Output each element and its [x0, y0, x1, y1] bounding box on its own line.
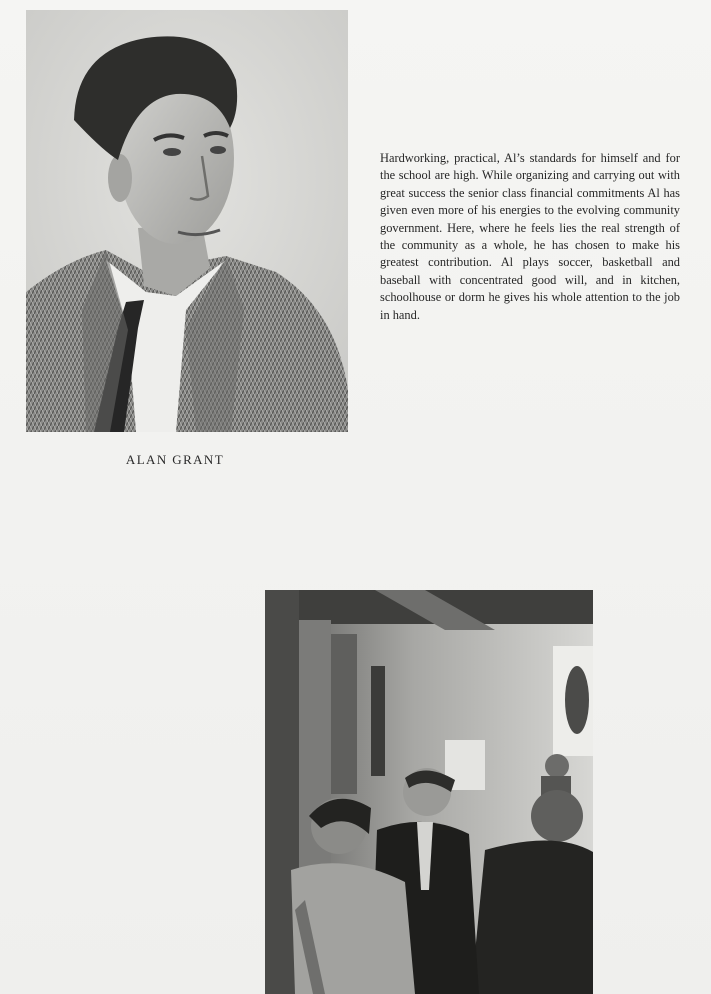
group-photo-illustration	[265, 590, 593, 994]
group-photo	[265, 590, 593, 994]
portrait-caption: ALAN GRANT	[125, 452, 225, 467]
portrait-illustration	[26, 10, 348, 432]
biography-paragraph: Hardworking, practical, Al’s standards for himself and for the school are high. While organizing and carrying out with great success the senior class financial commitments Al has given even more of his energies to the evolving community government. Here, where he feels lies the real strength of the community as a whole, he has chosen to make his greatest contribution. Al plays soccer, basketball and baseball with concentrated good will, and in kitchen, schoolhouse or dorm he gives his whole attention to the job in hand.	[380, 151, 680, 322]
portrait-photo	[26, 10, 348, 432]
